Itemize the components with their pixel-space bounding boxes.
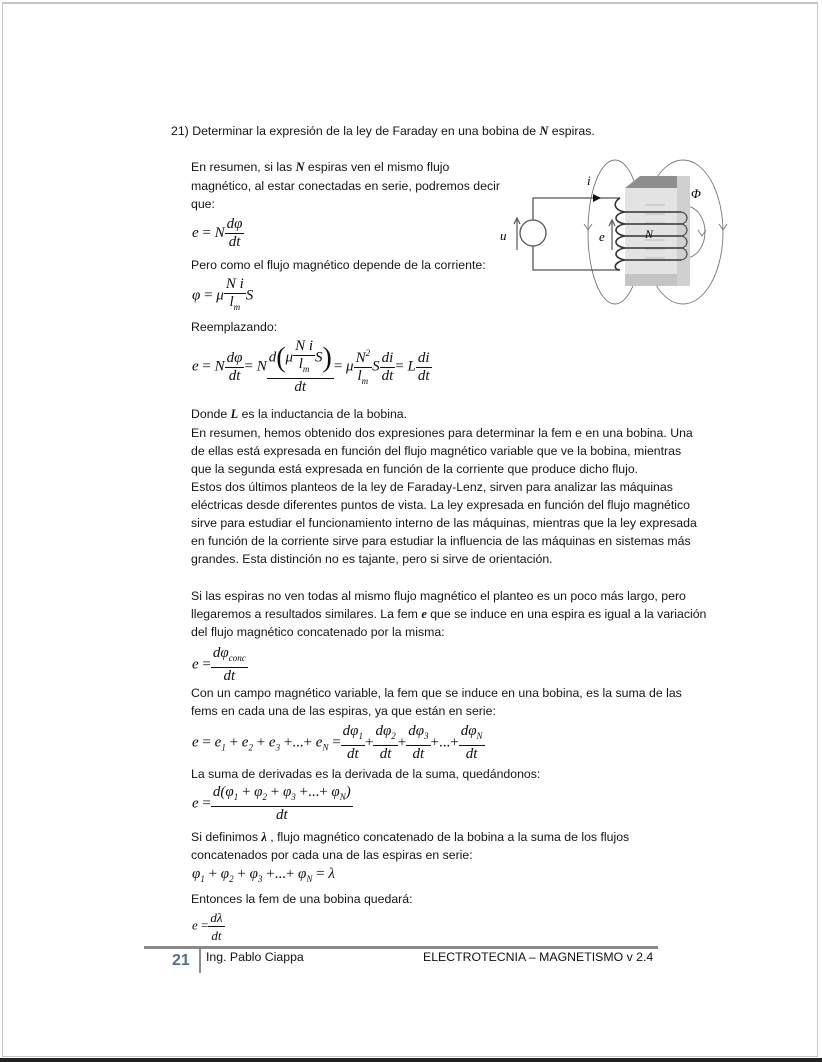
equation-flux-linkage: $\varphi_1 + \varphi_2 + \varphi_3$ +...+ $\varphi_N = \lambda$ [192,866,335,884]
paragraph-line: en función de la corriente sirve para estudiar la influencia de las máquinas en sistemas más [191,534,691,548]
paragraph-line: En resumen, si las N espiras ven el mismo flujo [191,160,450,174]
current-arrow [593,194,601,202]
equation-sum-of-emfs: $e = e_1 + e_2 + e_3$ +...+ $e_N$ = $\frac{d\varphi_1}{dt}$ + $\frac{d\varphi_2}{dt}$ + $\frac{d\varphi_3}{dt}$ +...+ $\frac{d\varphi_N}{dt}$ [192,723,483,762]
window-bottom-edge [0,1058,822,1062]
paragraph-line: Con un campo magnético variable, la fem que se induce en una bobina, es la suma de las [191,686,682,700]
paragraph-line: magnético, al estar conectadas en serie, podremos decir [191,179,500,193]
equation-flux: φ = μ $\frac{\text{N i}}{l_m}$ S [192,276,254,312]
voltage-source [520,220,546,246]
paragraph-line: del flujo magnético concatenado por la misma: [191,625,445,639]
label-source-voltage: u [500,228,507,243]
paragraph-line: grandes. Esta distinción no es tajante, pero si sirve de orientación. [191,552,553,566]
paragraph-line: que: [191,197,215,211]
paragraph-line: que la segunda está expresada en función de la corriente que produce dicho flujo. [191,462,639,476]
footer-divider [199,949,201,973]
equation-emf-lambda: e = $\frac{d\lambda}{dt}$ [192,910,223,943]
paragraph-line: En resumen, hemos obtenido dos expresiones para determinar la fem e en una bobina. Una [191,426,693,440]
equation-single-turn-emf: e = $\frac{d\varphi_{conc}}{dt}$ [192,645,246,684]
paragraph-line: Pero como el flujo magnético depende de la corriente: [191,258,486,272]
footer-author: Ing. Pablo Ciappa [206,950,304,964]
paragraph-line: sirve para estudiar el funcionamiento interno de las máquinas, mientras que la ley expresada [191,516,697,530]
equation-derivative-of-sum: e = $\frac{d(\varphi_1 + \varphi_2 + \varphi_3 +...+ \varphi_N)}{dt}$ [192,784,351,823]
paragraph-line: La suma de derivadas es la derivada de la suma, quedándonos: [191,767,541,781]
label-emf: e [599,229,605,244]
page-number: 21 [172,952,190,969]
paragraph-line: Donde L es la inductancia de la bobina. [191,407,408,421]
paragraph-line: Si definimos λ , flujo magnético concatenado de la bobina a la suma de los flujos [191,830,630,844]
paragraph-line: fems en cada una de las espiras, ya que están en serie: [191,704,496,718]
paragraph-line: Si las espiras no ven todas al mismo flujo magnético el planteo es un poco más largo, pero [191,589,686,603]
paragraph-line: eléctricas desde diferentes puntos de vista. La ley expresada en función del flujo magnético [191,498,691,512]
coil-circuit-figure [495,150,735,340]
equation-inductance-derivation: e = N $\frac{d\varphi}{dt}$ = N d(μ $\frac{\text{N i}}{l_m}$ S) dt = μ $\frac{N^2}{l_m}$ S $\frac{di}{dt}$ = L $\frac{di}{dt}$ [192,338,430,395]
paragraph-line: Entonces la fem de una bobina quedará: [191,892,413,906]
paragraph-line: llegaremos a resultados similares. La fem e que se induce en una espira es igual a la variación [191,607,707,621]
footer-document-title: ELECTROTECNIA – MAGNETISMO v 2.4 [423,950,654,964]
label-flux: Φ [691,186,701,201]
paragraph-line: Estos dos últimos planteos de la ley de Faraday-Lenz, sirven para analizar las máquinas [191,480,673,494]
label-current: i [587,173,591,188]
equation-faraday-n-turns: e = N $\frac{d\varphi}{dt}$ [192,216,243,250]
core-bottom [625,274,677,286]
paragraph-line: Reemplazando: [191,320,278,334]
exercise-heading: 21) Determinar la expresión de la ley de Faraday en una bobina de N espiras. [171,124,595,138]
footer-rule [144,946,658,949]
label-turns: N [645,227,654,241]
paragraph-line: de ellas está expresada en función del flujo magnético variable que ve la bobina, mientras [191,444,682,458]
paragraph-line: concatenados por cada una de las espiras en serie: [191,848,473,862]
